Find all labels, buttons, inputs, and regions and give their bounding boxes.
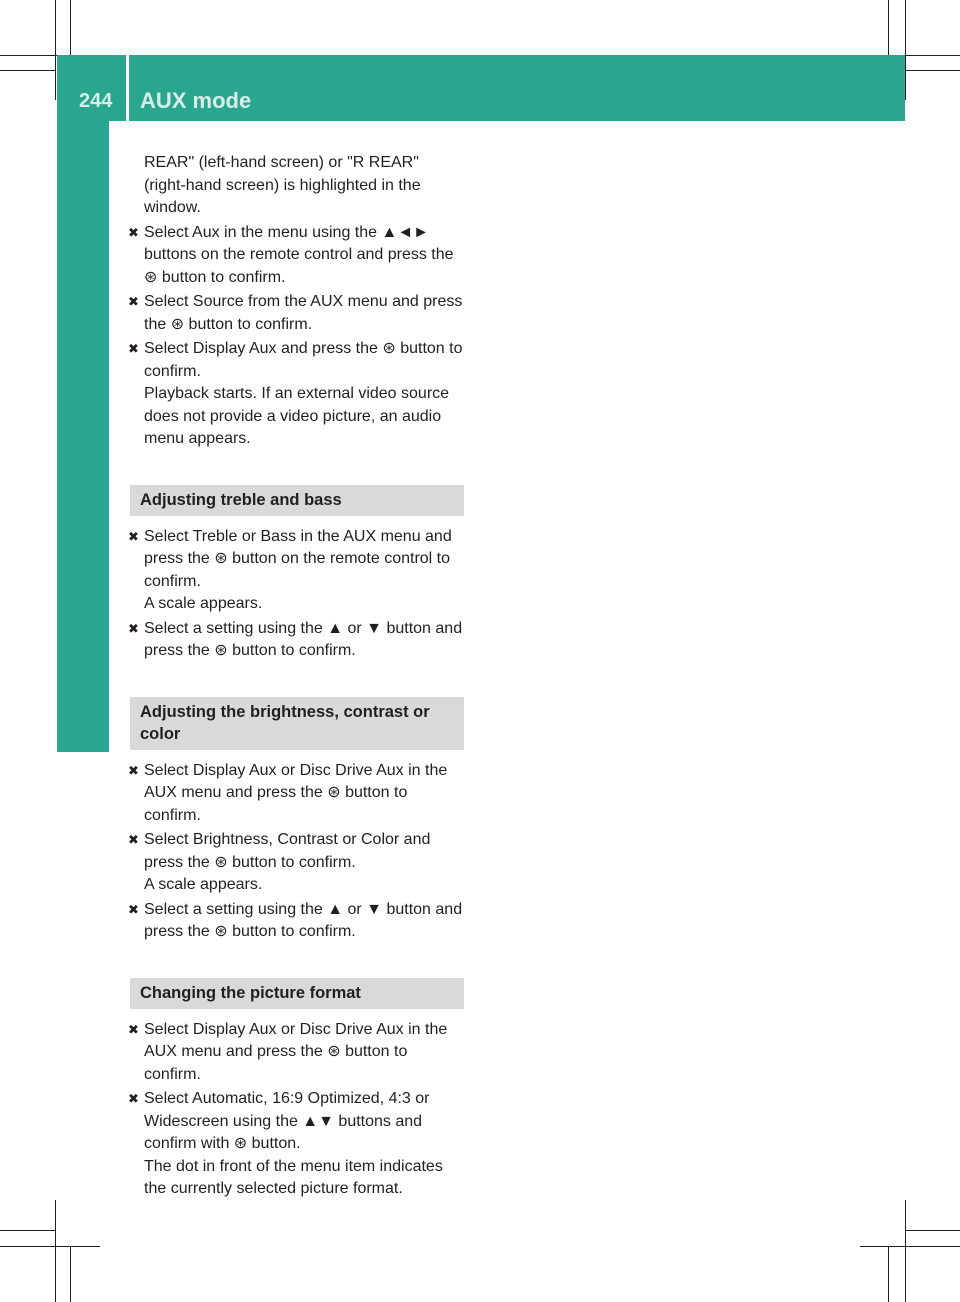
step-note: The dot in front of the menu item indicates the currently selected picture format.	[144, 1157, 443, 1197]
arrow-step-icon: ✖	[128, 620, 139, 636]
arrow-step-icon: ✖	[128, 1021, 139, 1037]
heading-picture-format: Changing the picture format	[130, 978, 464, 1009]
crop-mark	[55, 0, 56, 100]
crop-mark	[905, 70, 960, 71]
step-select-setting: ✖ Select a setting using the ▲ or ▼ button and press the ⊛ button to confirm.	[128, 619, 463, 659]
heading-treble-bass: Adjusting treble and bass	[130, 485, 464, 516]
step-note: Playback starts. If an external video source does not provide a video picture, an audio menu appears.	[144, 385, 450, 447]
arrow-step-icon: ✖	[128, 1091, 139, 1106]
arrow-step-icon: ✖	[128, 762, 139, 778]
crop-mark	[0, 70, 55, 71]
step-select-display: ✖ Select Display Aux or Disc Drive Aux in the AUX menu and press the ⊛ button to confirm.	[128, 761, 448, 824]
header-divider	[126, 55, 129, 121]
step-select-display-aux: ✖ Select Display Aux and press the ⊛ button to confirm. Playback starts. If an external video source does not provide a video picture, an audio menu appears.	[124, 338, 464, 451]
intro-text: REAR" (left-hand screen) or "R REAR" (right-hand screen) is highlighted in the window.	[144, 154, 421, 216]
step-select-format: ✖ Select Automatic, 16:9 Optimized, 4:3 or Widescreen using the ▲▼ buttons and confirm with ⊛ button. The dot in front of the menu item indicates the currently selected picture format.	[124, 1088, 464, 1201]
arrow-step-icon: ✖	[128, 832, 139, 847]
crop-mark	[860, 1246, 960, 1247]
crop-mark	[70, 1246, 71, 1302]
heading-brightness: Adjusting the brightness, contrast or color	[130, 697, 464, 750]
crop-mark	[905, 1230, 960, 1231]
content-column	[124, 152, 464, 1203]
step-select-treble-bass: ✖ Select Treble or Bass in the AUX menu and press the ⊛ button on the remote control to confirm. A scale appears.	[124, 526, 464, 616]
page-number: 244	[79, 90, 113, 112]
step-select-display: ✖ Select Display Aux or Disc Drive Aux in the AUX menu and press the ⊛ button to confirm.	[128, 1020, 448, 1083]
page-title: AUX mode	[140, 88, 252, 113]
arrow-step-icon: ✖	[128, 341, 139, 356]
crop-mark	[55, 1200, 56, 1302]
step-select-setting: ✖ Select a setting using the ▲ or ▼ button and press the ⊛ button to confirm.	[128, 900, 463, 940]
step-note: A scale appears.	[144, 876, 263, 893]
section-label: Rear Seat Entertainment	[83, 451, 106, 695]
arrow-step-icon: ✖	[128, 224, 139, 240]
crop-mark	[0, 1230, 55, 1231]
crop-mark	[905, 0, 906, 100]
crop-mark	[905, 1200, 906, 1302]
arrow-step-icon: ✖	[128, 901, 139, 917]
crop-mark	[888, 1246, 889, 1302]
step-select-source: ✖ Select Source from the AUX menu and press the ⊛ button to confirm.	[128, 293, 463, 333]
step-select-brightness: ✖ Select Brightness, Contrast or Color and press the ⊛ button to confirm. A scale appears.	[124, 829, 464, 897]
step-note: A scale appears.	[144, 595, 263, 612]
step-select-aux: ✖ Select Aux in the menu using the ▲◄► buttons on the remote control and press the ⊛ button to confirm.	[128, 223, 454, 286]
arrow-step-icon: ✖	[128, 528, 139, 544]
arrow-step-icon: ✖	[128, 294, 139, 309]
crop-mark	[0, 1246, 100, 1247]
crop-mark	[70, 0, 71, 55]
crop-mark	[888, 0, 889, 55]
